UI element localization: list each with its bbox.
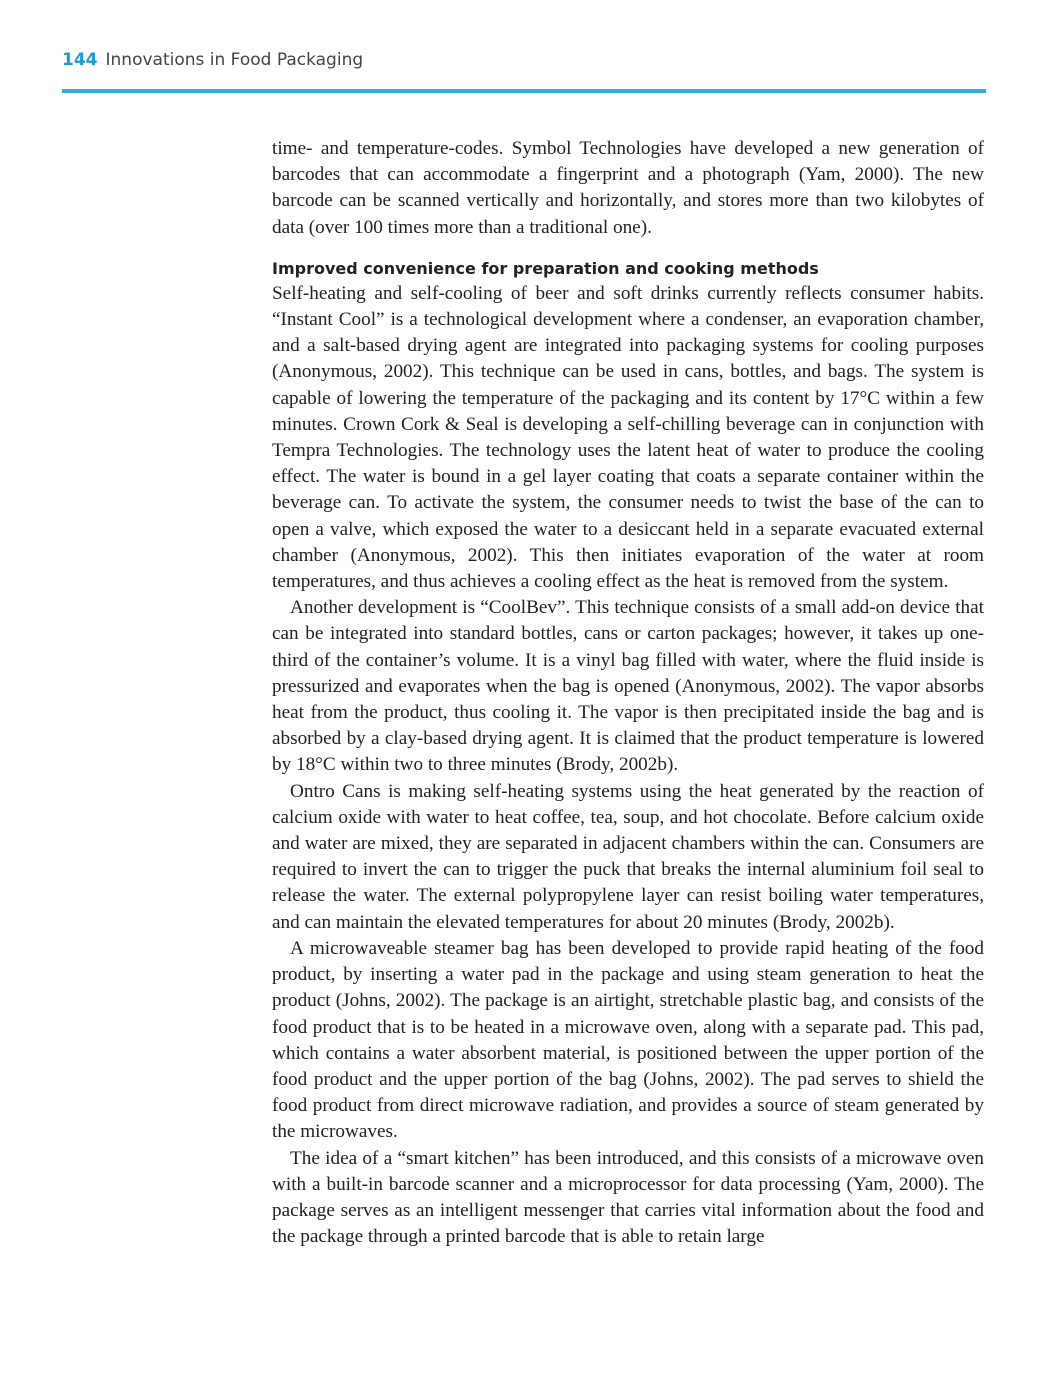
page-number: 144 — [62, 50, 98, 70]
paragraph-smart-kitchen: The idea of a “smart kitchen” has been introduced, and this consists of a microwave oven with a built-in barcode scanner and a microprocessor for data processing (Yam, 2000). The package serves as an intelligent messenger that carries vital information about the food and the package through a printed barcode that is able to retain large — [272, 1147, 984, 1248]
section-heading: Improved convenience for preparation and cooking methods — [272, 258, 819, 278]
paragraph-coolbev: Another development is “CoolBev”. This technique consists of a small add-on device that can be integrated into standard bottles, cans or carton packages; however, it takes up one-third of the container’s volume. It is a vinyl bag filled with water, where the fluid inside is pressurized and evaporates when the bag is opened (Anonymous, 2002). The vapor absorbs heat from the product, thus cooling it. The vapor is then precipitated inside the bag and is absorbed by a clay-based drying agent. It is claimed that the product temperature is lowered by 18°C within two to three minutes (Brody, 2002b). — [272, 597, 984, 776]
paragraph-steamer-bag: A microwaveable steamer bag has been developed to provide rapid heating of the food product, by inserting a water pad in the package and using steam generation to heat the product (Johns, 2002). The package is an airtight, stretchable plastic bag, and consists of the food product that is to be heated in a microwave oven, along with a separate pad. This pad, which contains a water absorbent material, is positioned between the upper portion of the food product and the upper portion of the bag (Johns, 2002). The pad serves to shield the food product from direct microwave radiation, and provides a source of steam generated by the microwaves. — [272, 937, 984, 1143]
header-line — [62, 50, 986, 70]
paragraph-barcodes: time- and temperature-codes. Symbol Technologies have developed a new generation of barcodes that can accommodate a fingerprint and a photograph (Yam, 2000). The new barcode can be scanned vertically and horizontally, and stores more than two kilobytes of data (over 100 times more than a traditional one). — [272, 138, 984, 238]
paragraph-ontro-cans: Ontro Cans is making self-heating systems using the heat generated by the reaction of calcium oxide with water to heat coffee, tea, soup, and hot chocolate. Before calcium oxide and water are mixed, they are separated in adjacent chambers within the can. Consumers are required to invert the can to trigger the puck that breaks the internal aluminium foil seal to release the water. The external polypropylene layer can resist boiling water temperatures, and can maintain the elevated temperatures for about 20 minutes (Brody, 2002b). — [272, 780, 984, 933]
header-rule — [62, 89, 986, 93]
running-header — [62, 50, 986, 94]
body-text — [272, 136, 984, 1250]
book-title: Innovations in Food Packaging — [105, 50, 364, 70]
paragraph-instant-cool: Self-heating and self-cooling of beer and soft drinks currently reflects consumer habits. “Instant Cool” is a technological development where a condenser, an evaporation chamber, and a salt-based drying agent are integrated into packaging systems for cooling purposes (Anonymous, 2002). This technique can be used in cans, bottles, and bags. The system is capable of lowering the temperature of the packaging and its content by 17°C within a few minutes. Crown Cork & Seal is developing a self-chilling beverage can in conjunction with Tempra Technologies. The technology uses the latent heat of water to produce the cooling effect. The water is bound in a gel layer coating that coats a separate container within the beverage can. To activate the system, the consumer needs to twist the base of the can to open a valve, which exposed the water to a desiccant held in a separate evacuated external chamber (Anonymous, 2002). This then initiates evaporation of the water at room temperatures, and thus achieves a cooling effect as the heat is removed from the system. — [272, 282, 984, 593]
